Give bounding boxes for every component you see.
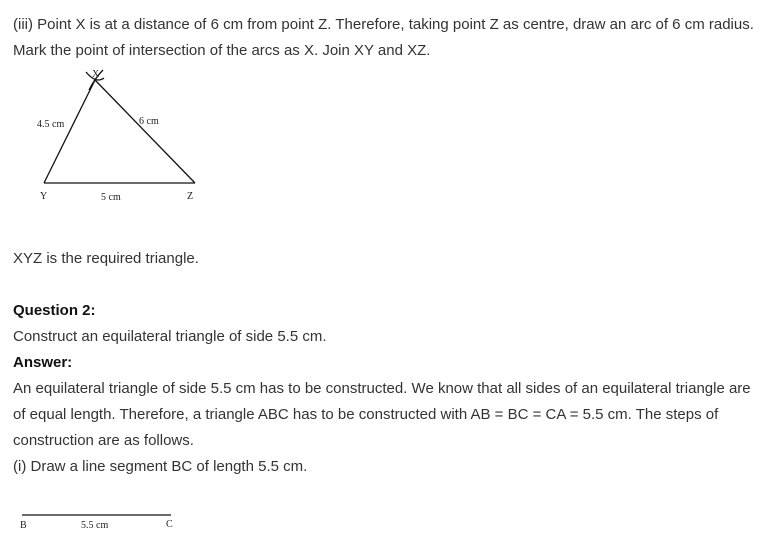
side-xz-line [95,80,195,183]
step-iii-text: (iii) Point X is at a distance of 6 cm from point Z. Therefore, taking point Z as centre, draw an arc of 6 cm radius. Mark the point of intersection of the arcs as X. Join XY and XZ. [13,16,754,59]
triangle-xyz-figure [0,0,772,220]
vertex-x-label: X [92,69,100,80]
side-yz-label: 5 cm [101,192,121,203]
segment-length-label: 5.5 cm [81,520,109,531]
answer-heading: Answer: [13,354,73,371]
answer-text: An equilateral triangle of side 5.5 cm has to be constructed. We know that all sides of an equilateral triangle are of equal length. Therefore, a triangle ABC has to be constructed with AB = BC = CA = 5.5 cm. The steps of construction are as follows. [13,380,751,449]
point-b-label: B [20,520,27,531]
step-i-text: (i) Draw a line segment BC of length 5.5 cm. [13,458,308,475]
side-xz-label: 6 cm [139,116,159,127]
question-heading: Question 2: [13,302,96,319]
segment-bc-figure [0,500,772,537]
question-text: Construct an equilateral triangle of side 5.5 cm. [13,328,327,345]
side-xy-line [44,80,95,183]
side-xy-label: 4.5 cm [37,119,65,130]
vertex-y-label: Y [40,191,48,202]
conclusion-text: XYZ is the required triangle. [13,250,199,267]
point-c-label: C [166,519,173,530]
vertex-z-label: Z [187,191,194,202]
